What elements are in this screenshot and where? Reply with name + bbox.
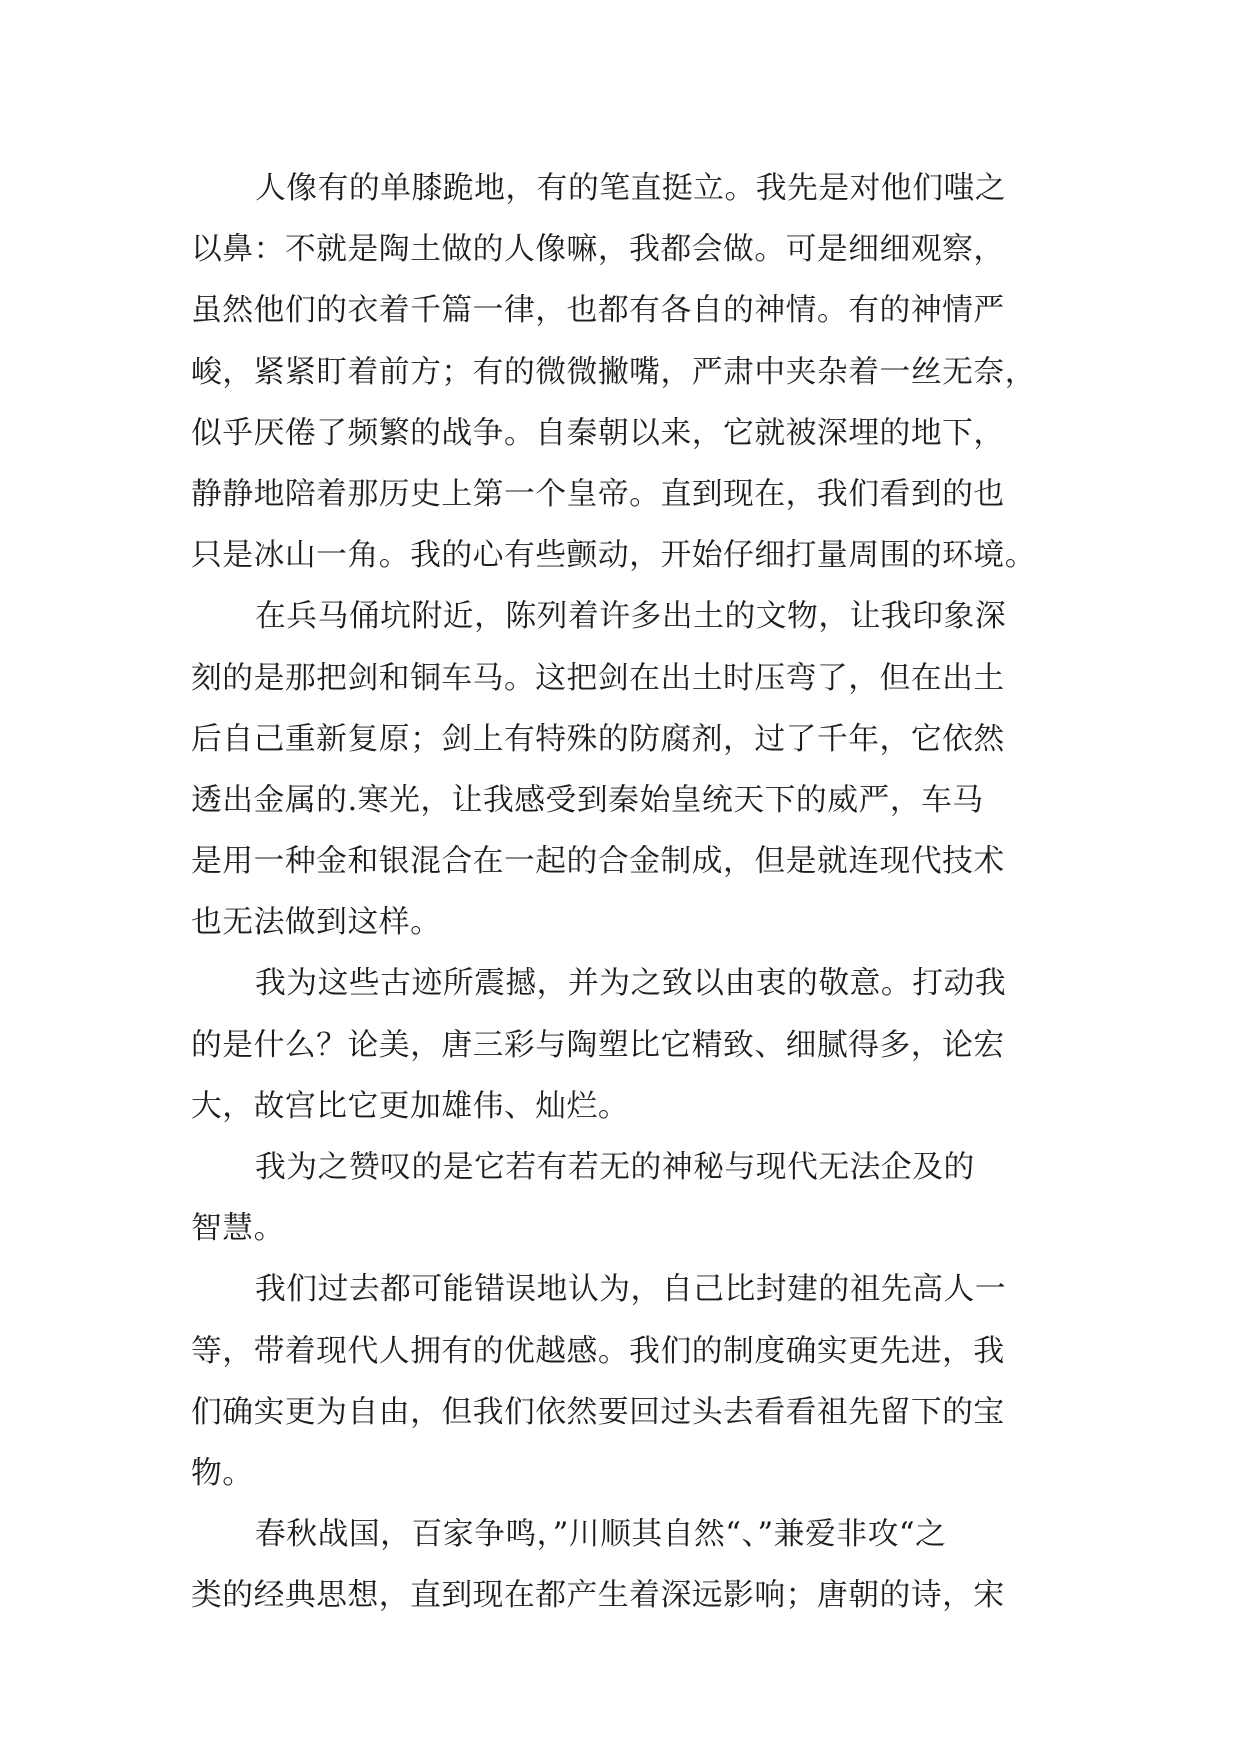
text-line: 似乎厌倦了频繁的战争。自秦朝以来，它就被深埋的地下， bbox=[191, 414, 1005, 451]
text-line: 峻，紧紧盯着前方；有的微微撇嘴，严肃中夹杂着一丝无奈， bbox=[191, 353, 1037, 390]
text-line: 是用一种金和银混合在一起的合金制成，但是就连现代技术 bbox=[191, 843, 1005, 880]
text-line: 春秋战国，百家争鸣，”川顺其自然“、”兼爱非攻“之 bbox=[255, 1516, 947, 1553]
text-line: 人像有的单膝跪地，有的笔直挺立。我先是对他们嗤之 bbox=[255, 170, 1007, 206]
text-line: 静静地陪着那历史上第一个皇帝。直到现在，我们看到的也 bbox=[191, 475, 1005, 512]
text-line: 我为这些古迹所震撼，并为之致以由衷的敬意。打动我 bbox=[255, 965, 1007, 1002]
text-line: 大，故宫比它更加雄伟、灿烂。 bbox=[191, 1087, 630, 1124]
text-line: 类的经典思想，直到现在都产生着深远影响；唐朝的诗，宋 bbox=[191, 1577, 1005, 1614]
text-line: 我为之赞叹的是它若有若无的神秘与现代无法企及的 bbox=[255, 1149, 975, 1185]
text-line: 在兵马俑坑附近，陈列着许多出土的文物，让我印象深 bbox=[255, 598, 1007, 635]
text-line: 的是什么？论美，唐三彩与陶塑比它精致、细腻得多，论宏 bbox=[191, 1026, 1005, 1063]
text-line: 以鼻：不就是陶土做的人像嘛，我都会做。可是细细观察， bbox=[191, 231, 1005, 268]
essay-body bbox=[191, 158, 1051, 1627]
text-line: 也无法做到这样。 bbox=[191, 904, 442, 941]
text-line: 智慧。 bbox=[191, 1210, 285, 1247]
text-line: 只是冰山一角。我的心有些颤动，开始仔细打量周围的环境。 bbox=[191, 537, 1037, 574]
text-line: 虽然他们的衣着千篇一律，也都有各自的神情。有的神情严 bbox=[191, 292, 1005, 329]
text-line: 们确实更为自由，但我们依然要回过头去看看祖先留下的宝 bbox=[191, 1393, 1005, 1430]
text-line: 物。 bbox=[191, 1454, 254, 1491]
text-line: 我们过去都可能错误地认为，自己比封建的祖先高人一 bbox=[255, 1271, 1007, 1308]
text-line: 等，带着现代人拥有的优越感。我们的制度确实更先进，我 bbox=[191, 1332, 1005, 1369]
text-line: 刻的是那把剑和铜车马。这把剑在出土时压弯了，但在出土 bbox=[191, 659, 1005, 696]
text-line: 后自己重新复原；剑上有特殊的防腐剂，过了千年，它依然 bbox=[191, 720, 1005, 757]
text-line: 透出金属的.寒光，让我感受到秦始皇统天下的威严，车马 bbox=[191, 781, 984, 818]
